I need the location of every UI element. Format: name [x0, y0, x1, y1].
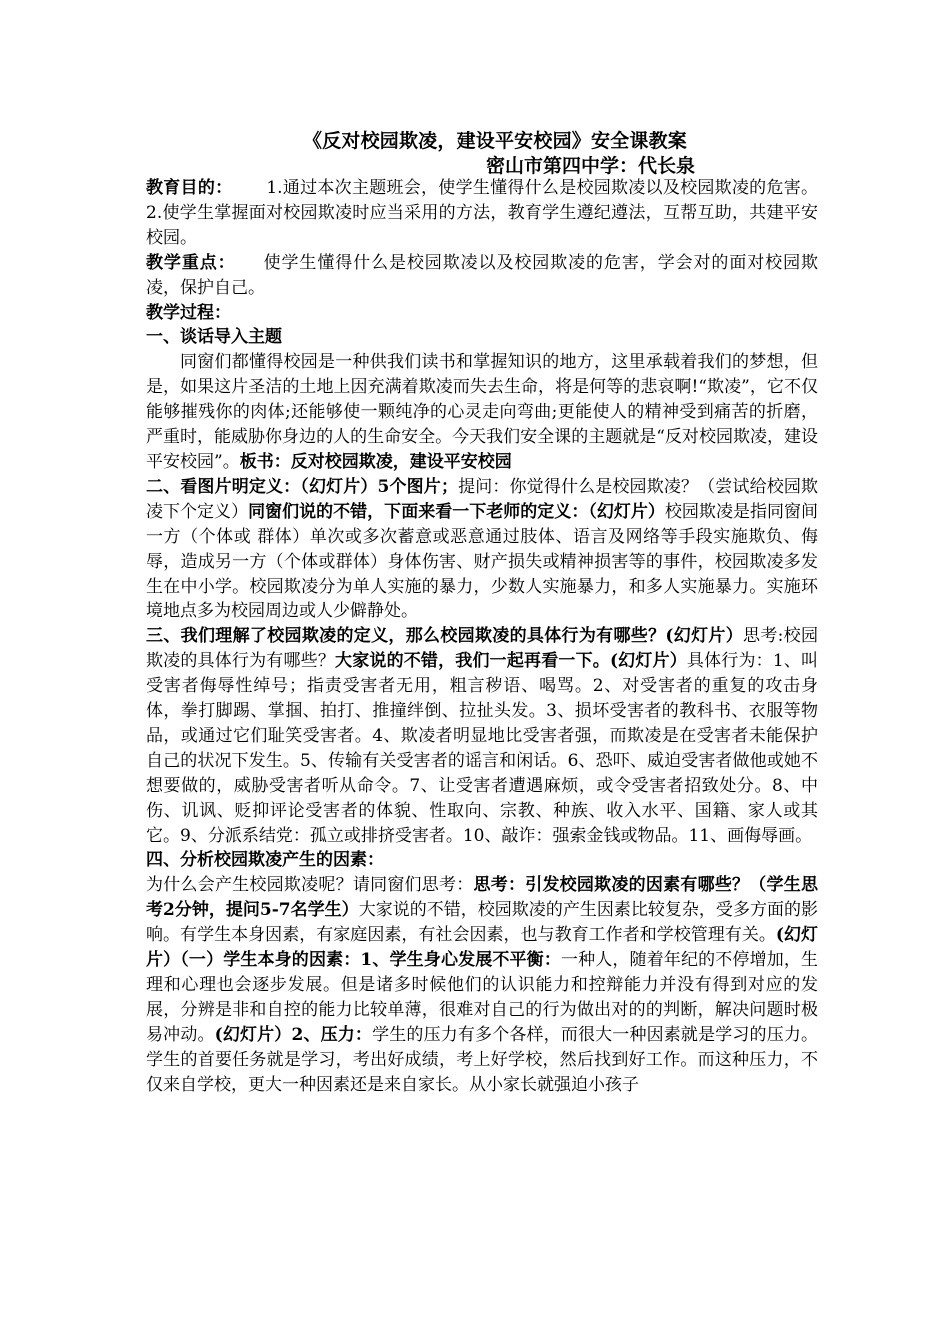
document-title: [0, 126, 950, 153]
section-4-paragraph: [146, 873, 818, 1097]
section-4-bold-2: (幻灯片）（一）学生本身的因素：1、学生身心发展不平衡：: [146, 925, 818, 971]
section-2-heading: 二、看图片明定义：（幻灯片）5个图片；: [146, 476, 458, 497]
section-4-heading: 四、分析校园欺凌产生的因素：: [146, 850, 384, 871]
focus-label: 教学重点：: [146, 252, 236, 273]
section-1-heading: 一、谈话导入主题: [146, 327, 282, 348]
document-body: [146, 176, 818, 1098]
section-1-board-note: 板书：反对校园欺凌，建设平安校园: [239, 451, 512, 472]
section-2-paragraph: [146, 475, 818, 624]
section-3-heading: 三、我们理解了校园欺凌的定义，那么校园欺凌的具体行为有哪些？(幻灯片）: [146, 626, 744, 647]
section-4-text-2: 大家说的不错，校园欺凌的产生因素比较复杂，受多方面的影响。有学生本身因素，有家庭因素，有社会因素，也与教育工作者和学校管理有关。: [146, 900, 818, 946]
document-author: 密山市第四中学：代长泉: [486, 155, 696, 177]
focus-paragraph: [146, 251, 818, 301]
section-3-bold: 大家说的不错，我们一起再看一下。(幻灯片）: [335, 651, 687, 672]
section-4-text-1: 为什么会产生校园欺凌呢？请同窗们思考：: [146, 875, 474, 896]
purpose-paragraph: [146, 176, 818, 251]
focus-text: 使学生懂得什么是校园欺凌以及校园欺凌的危害，学会对的面对校园欺凌，保护自己。: [146, 252, 819, 298]
title-text: 《反对校园欺凌，建设平安校园》安全课教案: [302, 130, 687, 152]
section-1-paragraph: [146, 350, 818, 475]
section-3-text-1: 思考:校园欺凌的具体行为有哪些？: [146, 626, 818, 672]
section-4-bold-1: 思考：引发校园欺凌的因素有哪些？（学生思考2分钟，提问5-7名学生）: [146, 875, 818, 921]
section-2-text-2: 校园欺凌是指同窗间一方（个体或 群体）单次或多次蓄意或恶意通过肢体、语言及网络等手段实施欺负、侮辱，造成另一方（个体或群体）身体伤害、财产损失或精神损害等的事件，校园欺凌多发生在中小学。校园欺凌分为单人实施的暴力，少数人实施暴力，和多人实施暴力。实施环境地点多为校园周边或人少僻静处。: [146, 501, 819, 622]
purpose-text: 1.通过本次主题班会，使学生懂得什么是校园欺凌以及校园欺凌的危害。 2.使学生掌握面对校园欺凌时应当采用的方法，教育学生遵纪遵法，互帮互助，共建平安校园。: [146, 178, 819, 248]
section-3-text-2: 具体行为：1、叫受害者侮辱性绰号；指责受害者无用，粗言秽语、喝骂。2、对受害者的重复的攻击身体，拳打脚踢、掌掴、拍打、推撞绊倒、拉扯头发。3、损坏受害者的教科书、衣服等物品，或通过它们耻笑受害者。4、欺凌者明显地比受害者强，而欺凌是在受害者未能保护自己的状况下发生。5、传输有关受害者的谣言和闲话。6、恐吓、威迫受害者做他或她不想要做的，威胁受害者听从命令。7、让受害者遭遇麻烦，或令受害者招致处分。8、中伤、讥讽、贬抑评论受害者的体貌、性取向、宗教、种族、收入水平、国籍、家人或其它。9、分派系结党：孤立或排挤受害者。10、敲诈：强索金钱或物品。11、画侮辱画。: [146, 651, 819, 846]
section-1-text: 同窗们都懂得校园是一种供我们读书和掌握知识的地方，这里承载着我们的梦想，但是，如果这片圣洁的土地上因充满着欺凌而失去生命，将是何等的悲哀啊!“欺凌”，它不仅能够摧残你的肉体;还能够使一颗纯净的心灵走向弯曲;更能使人的精神受到痛苦的折磨，严重时，能威胁你身边的人的生命安全。今天我们安全课的主题就是“反对校园欺凌，建设平安校园”。: [146, 352, 818, 472]
section-3-paragraph: [146, 624, 818, 848]
section-4-text-3: 一种人，随着年纪的不停增加，生理和心理也会逐步发展。但是诸多时候他们的认识能力和控辩能力并没有得到对应的发展，分辨是非和自控的能力比较单薄，很难对自己的行为做出对的的判断，解决问题时极易冲动。: [146, 950, 819, 1045]
section-2-bold: 同窗们说的不错，下面来看一下老师的定义：（幻灯片）: [248, 501, 665, 522]
section-4-text-4: 学生的压力有多个各样，而很大一种因素就是学习的压力。学生的首要任务就是学习，考出好成绩，考上好学校，然后找到好工作。而这种压力，不仅来自学校，更大一种因素还是来自家长。从小家长就强迫小孩子: [146, 1024, 819, 1095]
section-4-bold-3: (幻灯片）2、压力：: [214, 1024, 373, 1045]
process-label: 教学过程：: [146, 302, 231, 323]
section-2-text-1: 提问：你觉得什么是校园欺凌？（尝试给校园欺凌下个定义）: [146, 476, 819, 522]
purpose-label: 教育目的：: [146, 178, 233, 198]
